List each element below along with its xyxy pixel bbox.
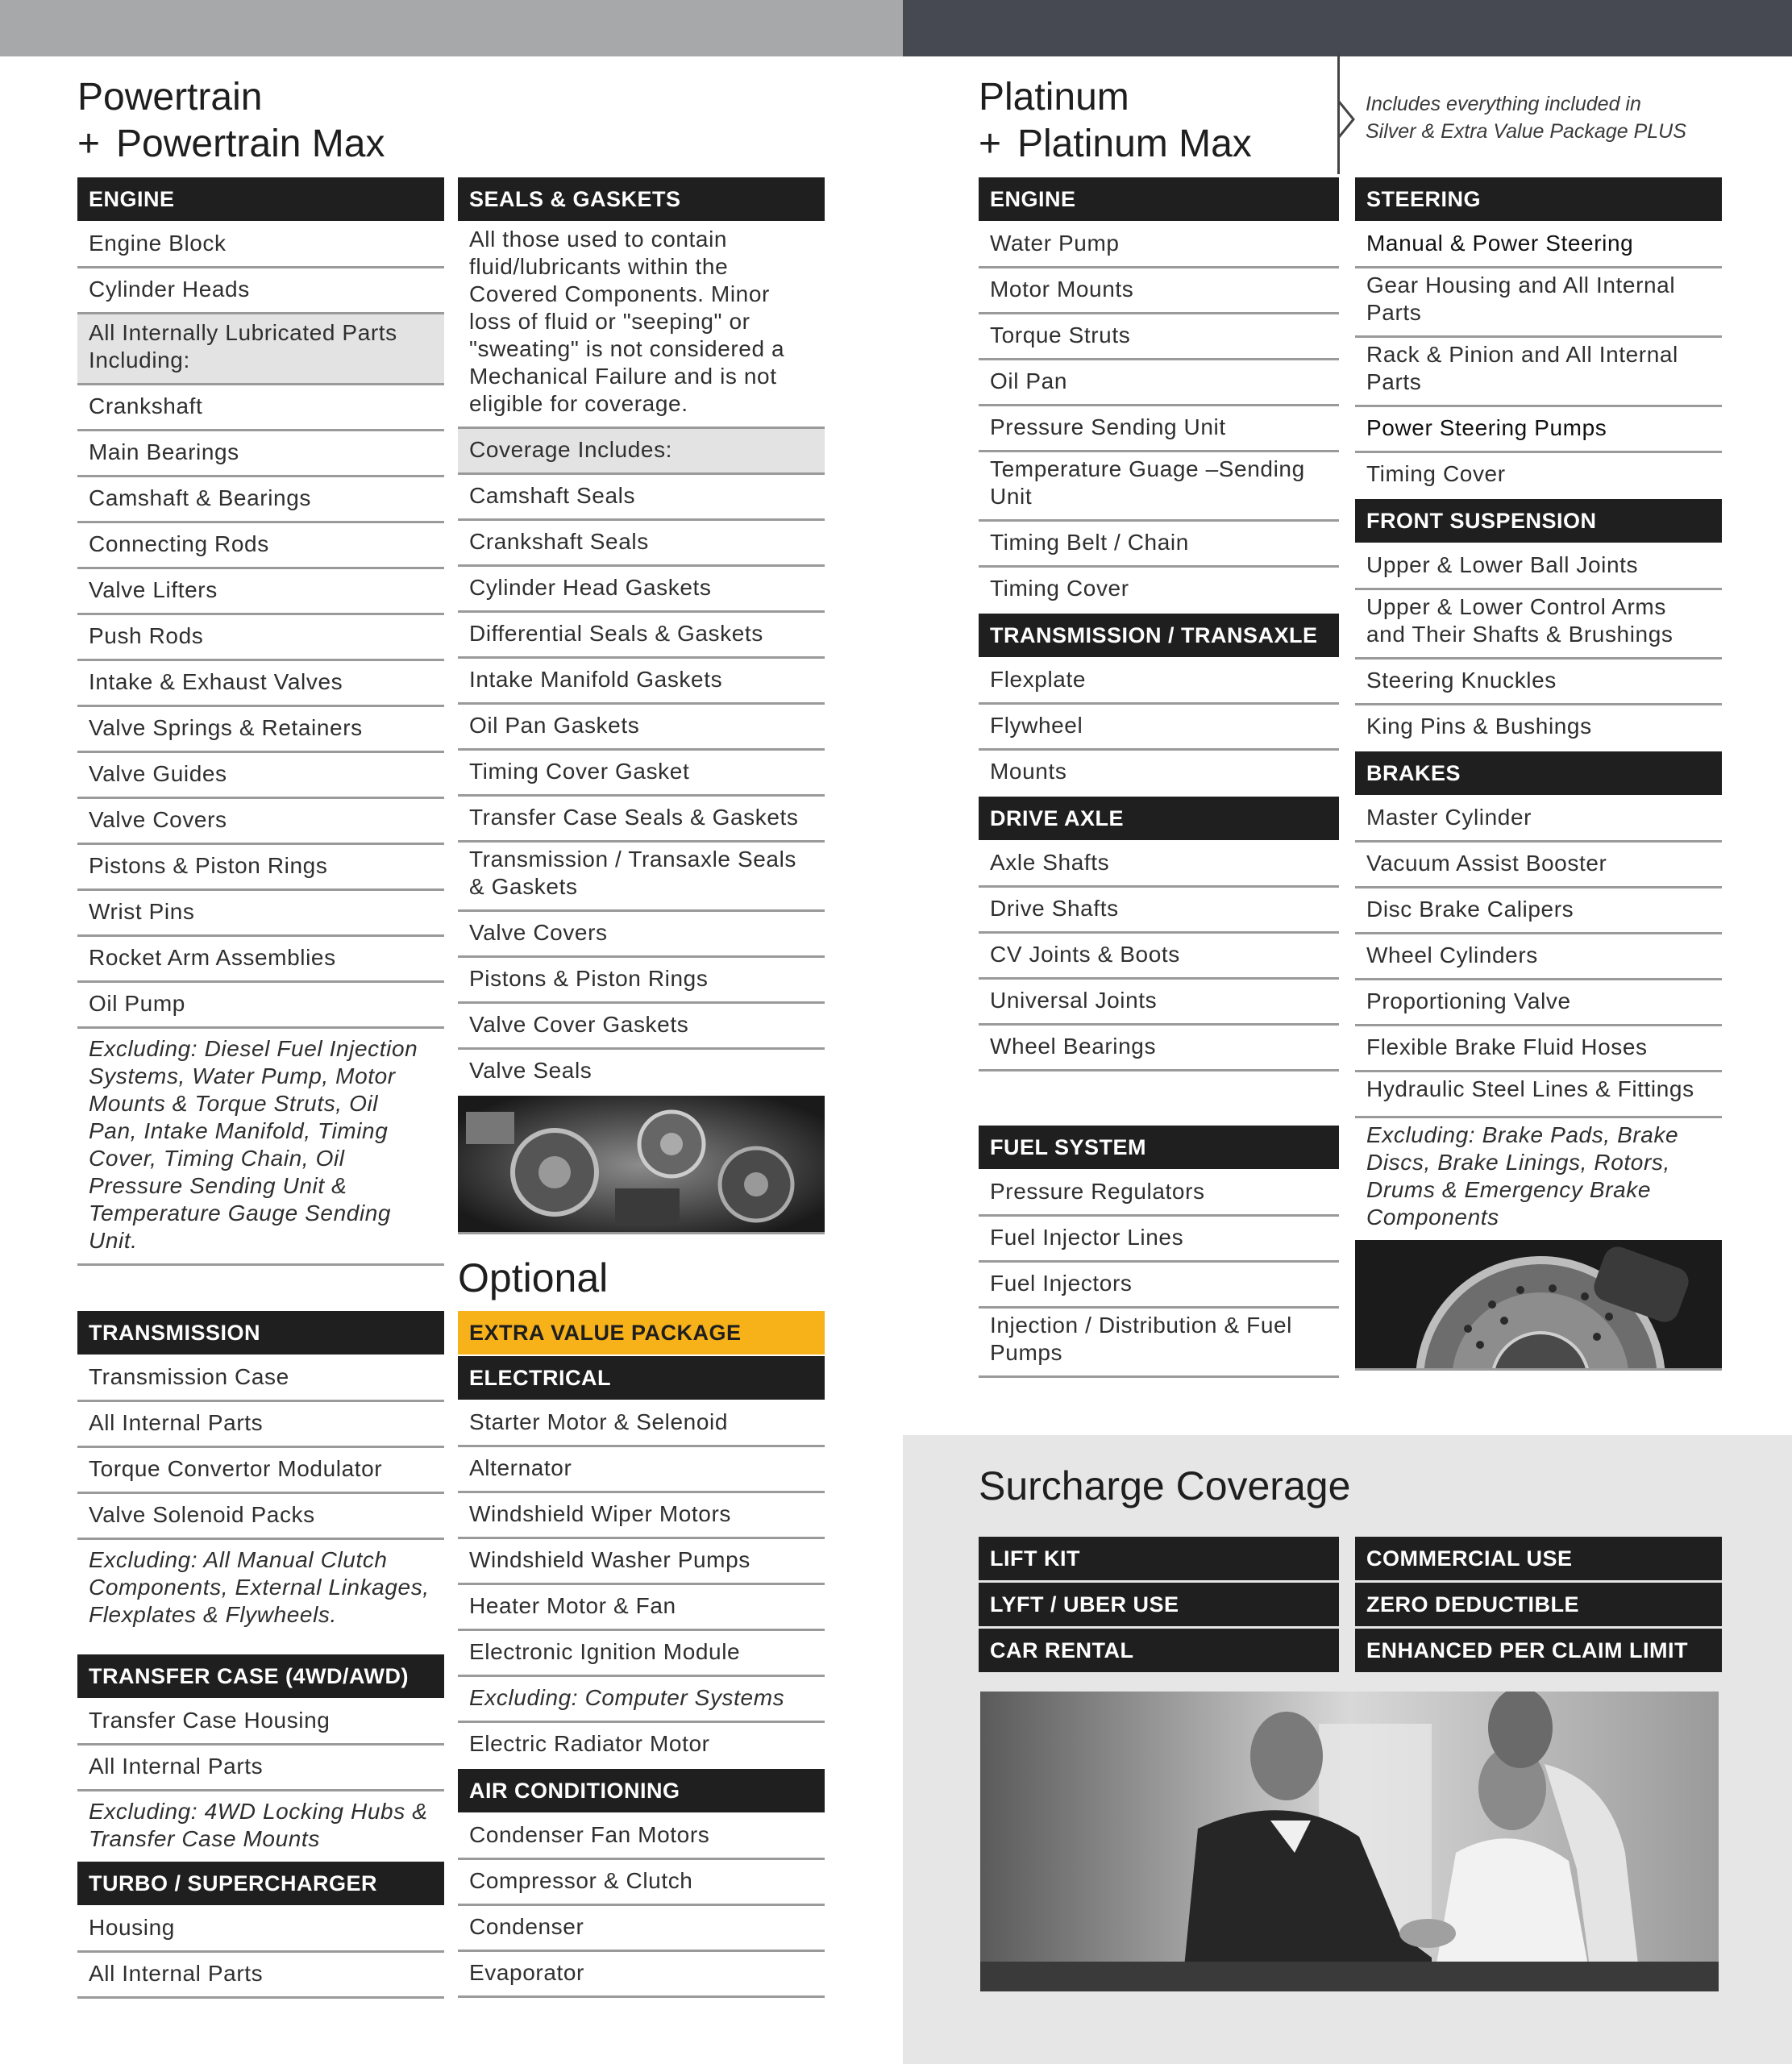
list-item: Manual & Power Steering (1355, 223, 1722, 268)
list-item: Differential Seals & Gaskets (458, 613, 825, 659)
optional-title: Optional (458, 1255, 609, 1300)
list-item: Steering Knuckles (1355, 660, 1722, 705)
steering-section (1355, 177, 1722, 1371)
platinum-note: Includes everything included in Silver & Extra Value Package PLUS (1366, 93, 1686, 143)
list-item: Transmission Case (77, 1356, 444, 1402)
list-item: Universal Joints (979, 980, 1339, 1026)
handshake-photo (980, 1692, 1719, 1991)
list-item: Power Steering Pumps (1355, 407, 1722, 453)
brakes-header: BRAKES (1355, 751, 1722, 795)
list-item: Push Rods (77, 615, 444, 661)
seals-section (458, 177, 825, 1234)
list-item: Heater Motor & Fan (458, 1585, 825, 1631)
list-item: Master Cylinder (1355, 797, 1722, 843)
surcharge-left-list (979, 1537, 1339, 1675)
list-item: Timing Cover (1366, 461, 1506, 486)
surcharge-item: LYFT / UBER USE (979, 1583, 1339, 1626)
list-item: Valve Seals (469, 1058, 592, 1083)
list-item: Hydraulic Steel Lines & Fittings (1355, 1072, 1722, 1118)
list-item: Valve Covers (77, 799, 444, 845)
engine-exclusions: Excluding: Diesel Fuel Injection Systems, Water Pump, Motor Mounts & Torque Struts, Oil Pan, Intake Manifold, Timing Cover, Timing Chain, Oil Pressure Sending Unit & Temperature Gauge Sending Unit. (77, 1029, 444, 1266)
list-item: Transmission / Transaxle Seals & Gaskets (458, 843, 825, 912)
drive-axle-header: DRIVE AXLE (979, 797, 1339, 840)
list-item: Crankshaft (77, 385, 444, 431)
top-bar-left (0, 0, 903, 56)
list-item: Valve Cover Gaskets (458, 1004, 825, 1050)
list-item: Fuel Injectors (979, 1263, 1339, 1309)
list-item: Timing Belt / Chain (979, 522, 1339, 568)
list-item: Connecting Rods (77, 523, 444, 569)
list-item: Axle Shafts (979, 842, 1339, 888)
list-item: Timing Cover Gasket (458, 751, 825, 797)
list-item: All Internally Lubricated Parts Including: (77, 314, 444, 385)
list-item: Upper & Lower Ball Joints (1355, 544, 1722, 590)
list-item: Intake Manifold Gaskets (458, 659, 825, 705)
list-item: Condenser Fan Motors (458, 1814, 825, 1860)
list-item: All Internal Parts (77, 1746, 444, 1791)
list-item: Camshaft Seals (458, 475, 825, 521)
list-item: Cylinder Heads (77, 268, 444, 314)
engine-header: ENGINE (77, 177, 444, 221)
list-item: Alternator (458, 1447, 825, 1493)
steering-header: STEERING (1355, 177, 1722, 221)
list-item: Pistons & Piston Rings (458, 958, 825, 1004)
list-item: Flywheel (979, 705, 1339, 751)
transmission-header: TRANSMISSION (77, 1311, 444, 1354)
list-item: Electric Radiator Motor (469, 1731, 710, 1756)
list-item: Torque Struts (979, 314, 1339, 360)
list-item: Fuel Injector Lines (979, 1217, 1339, 1263)
turbo-header: TURBO / SUPERCHARGER (77, 1862, 444, 1905)
list-item: Intake & Exhaust Valves (77, 661, 444, 707)
surcharge-item: ENHANCED PER CLAIM LIMIT (1355, 1629, 1722, 1672)
list-item: Motor Mounts (979, 268, 1339, 314)
list-item: Cylinder Head Gaskets (458, 567, 825, 613)
list-item: Windshield Wiper Motors (458, 1493, 825, 1539)
extra-value-package-header: EXTRA VALUE PACKAGE (458, 1311, 825, 1354)
list-item: Rack & Pinion and All Internal Parts (1355, 338, 1722, 407)
list-item: Torque Convertor Modulator (77, 1448, 444, 1494)
list-item: Evaporator (458, 1952, 825, 1998)
list-item: Mounts (990, 759, 1067, 784)
list-item: Camshaft & Bearings (77, 477, 444, 523)
fuel-system-section (979, 1126, 1339, 1378)
engine-photo (458, 1096, 825, 1234)
list-item: All Internal Parts (77, 1402, 444, 1448)
list-item: Drive Shafts (979, 888, 1339, 934)
list-item: Wheel Cylinders (1355, 934, 1722, 980)
list-item: Disc Brake Calipers (1355, 888, 1722, 934)
transfer-case-header: TRANSFER CASE (4WD/AWD) (77, 1654, 444, 1698)
surcharge-right-list (1355, 1537, 1722, 1675)
surcharge-item: CAR RENTAL (979, 1629, 1339, 1672)
list-item: Valve Lifters (77, 569, 444, 615)
list-item: Upper & Lower Control Arms and Their Shafts & Brushings (1355, 590, 1722, 660)
list-item: Crankshaft Seals (458, 521, 825, 567)
list-item: Flexible Brake Fluid Hoses (1355, 1026, 1722, 1072)
list-item: Proportioning Valve (1355, 980, 1722, 1026)
list-item: Injection / Distribution & Fuel Pumps (979, 1309, 1339, 1378)
platinum-title: Platinum + Platinum Max (979, 76, 1252, 165)
list-item: Valve Springs & Retainers (77, 707, 444, 753)
callout-chevron-icon (1337, 100, 1355, 139)
list-item: Oil Pan Gaskets (458, 705, 825, 751)
brake-disc-photo (1355, 1240, 1722, 1371)
list-item: Vacuum Assist Booster (1355, 843, 1722, 888)
list-item: Oil Pan (979, 360, 1339, 406)
transmission-exclusions: Excluding: All Manual Clutch Components, External Linkages, Flexplates & Flywheels. (89, 1547, 430, 1627)
seals-header: SEALS & GASKETS (458, 177, 825, 221)
list-item: Timing Cover (990, 576, 1129, 601)
air-conditioning-header: AIR CONDITIONING (458, 1769, 825, 1812)
optional-section (458, 1311, 825, 1998)
surcharge-item: LIFT KIT (979, 1537, 1339, 1580)
platinum-engine-section (979, 177, 1339, 1072)
list-item: Condenser (458, 1906, 825, 1952)
list-item: King Pins & Bushings (1366, 714, 1592, 739)
powertrain-title: Powertrain + Powertrain Max (77, 76, 385, 165)
engine-section (77, 177, 444, 1266)
electrical-exclusions: Excluding: Computer Systems (458, 1677, 825, 1723)
list-item: Pressure Sending Unit (979, 406, 1339, 452)
list-item: Flexplate (979, 659, 1339, 705)
platinum-engine-header: ENGINE (979, 177, 1339, 221)
surcharge-item: COMMERCIAL USE (1355, 1537, 1722, 1580)
list-item: Windshield Washer Pumps (458, 1539, 825, 1585)
list-item: Gear Housing and All Internal Parts (1355, 268, 1722, 338)
list-item: Valve Covers (458, 912, 825, 958)
list-item: Valve Solenoid Packs (77, 1494, 444, 1540)
seals-description: All those used to contain fluid/lubricants within the Covered Components. Minor loss of fluid or "seeping" or "sweating" is not considered a Mechanical Failure and is not eligible for coverage. (458, 223, 825, 429)
list-item: Transfer Case Housing (77, 1700, 444, 1746)
list-item: CV Joints & Boots (979, 934, 1339, 980)
electrical-header: ELECTRICAL (458, 1356, 825, 1400)
list-item: Wheel Bearings (979, 1026, 1339, 1072)
surcharge-item: ZERO DEDUCTIBLE (1355, 1583, 1722, 1626)
list-item: Engine Block (77, 223, 444, 268)
top-bar-right (903, 0, 1792, 56)
list-item: Water Pump (979, 223, 1339, 268)
list-item: Housing (77, 1907, 444, 1953)
list-item: Oil Pump (77, 983, 444, 1029)
list-item: Compressor & Clutch (458, 1860, 825, 1906)
transmission-section (77, 1311, 444, 1637)
list-item: Electronic Ignition Module (458, 1631, 825, 1677)
transfer-case-exclusions: Excluding: 4WD Locking Hubs & Transfer Case Mounts (89, 1799, 428, 1851)
list-item: Transfer Case Seals & Gaskets (458, 797, 825, 843)
brakes-exclusions: Excluding: Brake Pads, Brake Discs, Brake Linings, Rotors, Drums & Emergency Brake Components (1366, 1122, 1679, 1230)
fuel-system-header: FUEL SYSTEM (979, 1126, 1339, 1169)
list-item: Valve Guides (77, 753, 444, 799)
list-item: Temperature Guage –Sending Unit (979, 452, 1339, 522)
coverage-includes-label: Coverage Includes: (458, 429, 825, 475)
list-item: All Internal Parts (77, 1953, 444, 1999)
transfer-case-section (77, 1654, 444, 1999)
transmission-transaxle-header: TRANSMISSION / TRANSAXLE (979, 614, 1339, 657)
list-item: Wrist Pins (77, 891, 444, 937)
surcharge-title: Surcharge Coverage (979, 1463, 1351, 1508)
list-item: Starter Motor & Selenoid (458, 1401, 825, 1447)
list-item: Pistons & Piston Rings (77, 845, 444, 891)
list-item: Rocket Arm Assemblies (77, 937, 444, 983)
list-item: Main Bearings (77, 431, 444, 477)
front-suspension-header: FRONT SUSPENSION (1355, 499, 1722, 543)
list-item: Pressure Regulators (979, 1171, 1339, 1217)
